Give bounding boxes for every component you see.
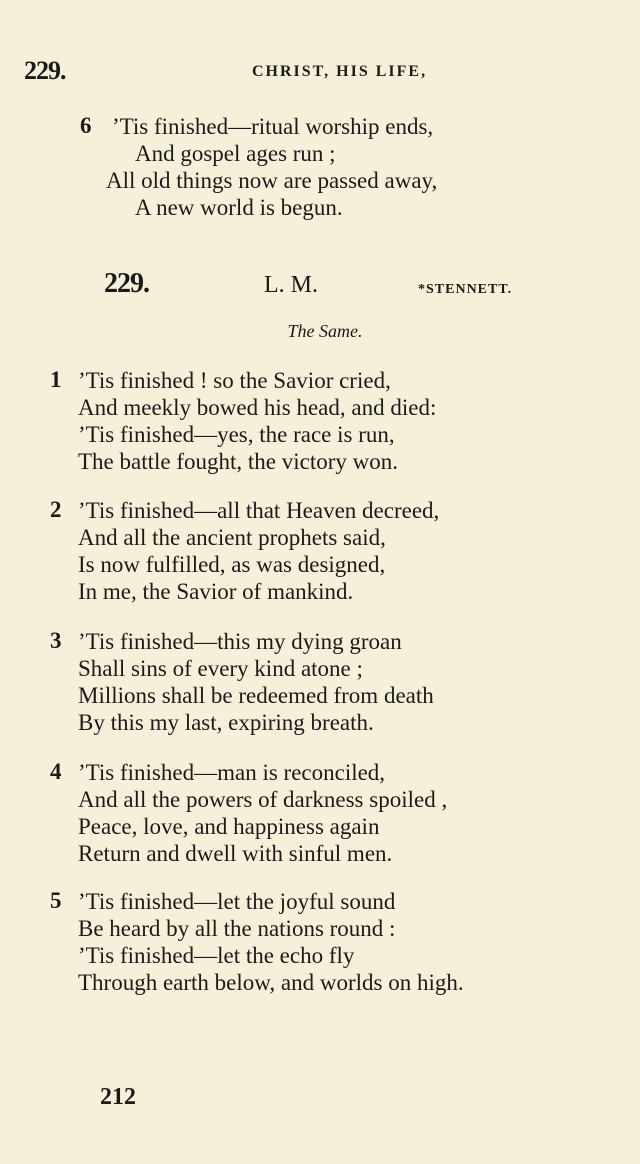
stanza-line: And gospel ages run ; [135, 141, 336, 166]
hymn-subtitle: The Same. [287, 321, 363, 341]
stanza-2 [50, 497, 439, 605]
running-head-hymn-number: 229. [24, 56, 66, 85]
stanza-5 [50, 888, 464, 996]
stanza-line: By this my last, expiring breath. [78, 710, 374, 735]
stanza-line: Shall sins of every kind atone ; [78, 656, 363, 681]
stanza-line: ’Tis finished—let the joyful sound [78, 889, 396, 914]
running-head [24, 56, 624, 88]
stanza-number: 2 [50, 497, 62, 522]
stanza-line: And meekly bowed his head, and died: [78, 395, 437, 420]
stanza-line: And all the ancient prophets said, [78, 525, 386, 550]
page-number: 212 [100, 1084, 136, 1110]
stanza-4 [50, 759, 447, 867]
stanza-line: The battle fought, the victory won. [78, 449, 399, 474]
stanza-number: 4 [50, 759, 62, 784]
stanza-line: Return and dwell with sinful men. [78, 841, 393, 866]
stanza-line: Is now fulfilled, as was designed, [78, 552, 386, 577]
stanza-line: ’Tis finished—ritual worship ends, [112, 114, 434, 139]
stanza-line: Millions shall be redeemed from death [78, 683, 434, 708]
running-head-title: CHRIST, HIS LIFE, [252, 63, 428, 80]
previous-hymn-stanza-6 [80, 113, 437, 221]
stanza-line: ’Tis finished—all that Heaven decreed, [78, 498, 440, 523]
stanza-number: 1 [50, 367, 62, 392]
stanza-line: Be heard by all the nations round : [78, 916, 396, 941]
stanza-line: A new world is begun. [135, 195, 343, 220]
stanza-number: 3 [50, 628, 62, 653]
stanza-line: And all the powers of darkness spoiled , [78, 787, 448, 812]
stanza-3 [50, 628, 434, 736]
hymn-number: 229. [104, 268, 149, 299]
stanza-line: ’Tis finished—this my dying groan [78, 629, 402, 654]
stanza-number: 6 [80, 113, 92, 138]
stanza-line: In me, the Savior of mankind. [78, 579, 354, 604]
stanza-line: Through earth below, and worlds on high. [78, 970, 464, 995]
hymn-author: *STENNETT. [418, 282, 513, 297]
stanza-line: All old things now are passed away, [106, 168, 438, 193]
stanza-line: ’Tis finished—let the echo fly [78, 943, 355, 968]
stanza-number: 5 [50, 888, 62, 913]
stanza-line: Peace, love, and happiness again [78, 814, 380, 839]
hymn-heading [104, 268, 534, 304]
stanza-line: ’Tis finished—man is reconciled, [78, 760, 386, 785]
stanza-line: ’Tis finished—yes, the race is run, [78, 422, 395, 447]
stanza-line: ’Tis finished ! so the Savior cried, [78, 368, 391, 393]
stanza-1 [50, 367, 436, 475]
hymn-meter: L. M. [264, 272, 318, 298]
